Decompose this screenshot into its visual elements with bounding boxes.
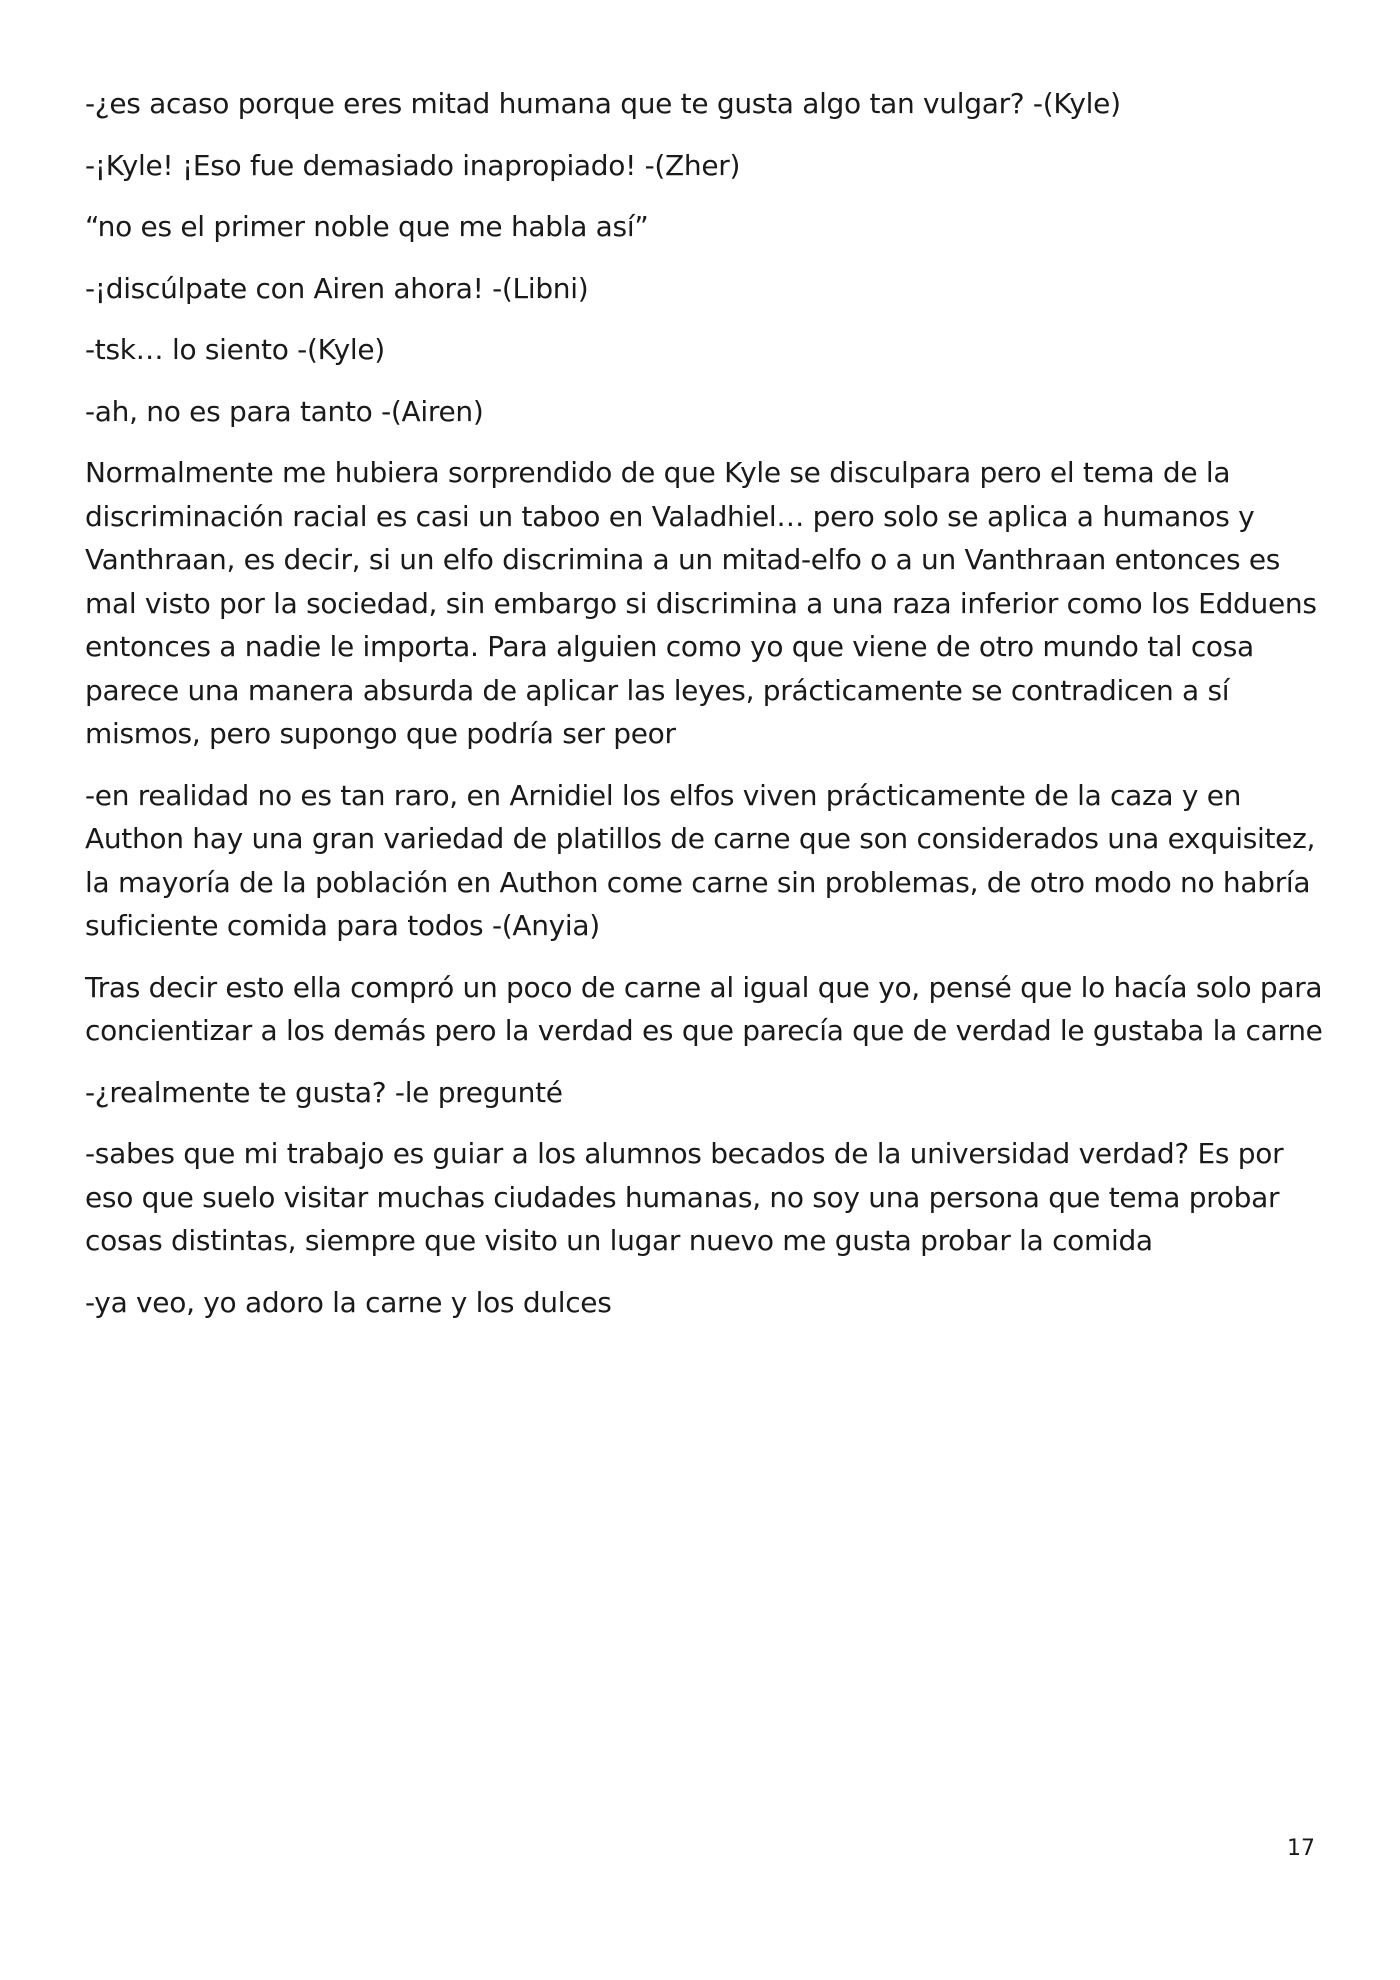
paragraph: -ya veo, yo adoro la carne y los dulces [85, 1285, 612, 1319]
page-body [85, 82, 1327, 1342]
paragraph: -sabes que mi trabajo es guiar a los alumnos becados de la universidad verdad? Es por eso que suelo visitar muchas ciudades humanas, no soy una persona que tema probar cosas distintas, siempre que visito un lugar nuevo me gusta probar la comida [85, 1137, 1284, 1257]
paragraph: -¿realmente te gusta? -le pregunté [85, 1075, 563, 1109]
paragraph: “no es el primer noble que me habla así” [85, 210, 649, 243]
page-number: 17 [1287, 1836, 1315, 1861]
paragraph: -¡discúlpate con Airen ahora! -(Libni) [85, 271, 589, 305]
paragraph: Normalmente me hubiera sorprendido de que Kyle se disculpara pero el tema de la discriminación racial es casi un taboo en Valadhiel… pero solo se aplica a humanos y Vanthraan, es decir, si un elfo discrimina a un mitad-elfo o a un Vanthraan entonces es mal visto por la sociedad, sin embargo si discrimina a una raza inferior como los Edduens entonces a nadie le importa. Para alguien como yo que viene de otro mundo tal cosa parece una manera absurda de aplicar las leyes, prácticamente se contradicen a sí mismos, pero supongo que podría ser peor [85, 456, 1317, 750]
paragraph: Tras decir esto ella compró un poco de carne al igual que yo, pensé que lo hacía solo para concientizar a los demás pero la verdad es que parecía que de verdad le gustaba la carne [85, 970, 1323, 1047]
paragraph: -en realidad no es tan raro, en Arnidiel los elfos viven prácticamente de la caza y en Authon hay una gran variedad de platillos de carne que son considerados una exquisitez, la mayoría de la población en Authon come carne sin problemas, de otro modo no habría suficiente comida para todos -(Anyia) [85, 778, 1316, 942]
paragraph: -ah, no es para tanto -(Airen) [85, 394, 484, 428]
paragraph: -tsk… lo siento -(Kyle) [85, 333, 385, 366]
paragraph: -¡Kyle! ¡Eso fue demasiado inapropiado! -(Zher) [85, 148, 741, 182]
paragraph: -¿es acaso porque eres mitad humana que te gusta algo tan vulgar? -(Kyle) [85, 87, 1121, 120]
